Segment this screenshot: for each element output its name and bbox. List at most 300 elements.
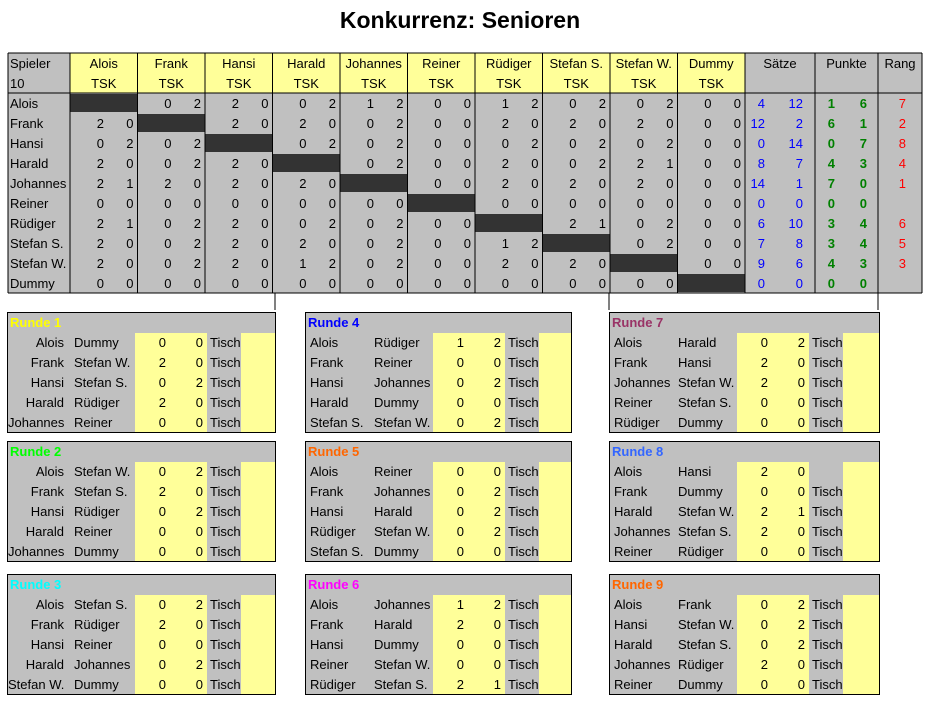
score-lost: 0 [261, 196, 269, 211]
tisch-field [539, 542, 571, 562]
match-row [610, 393, 879, 413]
sets-home: 2 [737, 655, 772, 675]
sets-home: 0 [135, 413, 170, 433]
tisch-label: Tisch [812, 355, 843, 370]
score-lost: 0 [328, 276, 336, 291]
score-won: 2 [231, 96, 239, 111]
round-title: Runde 7 [612, 315, 664, 330]
punkte-won: 6 [827, 116, 835, 131]
player-away: Dummy [374, 544, 419, 559]
tisch-label: Tisch [812, 395, 843, 410]
score-won: 2 [96, 236, 104, 251]
match-row [306, 542, 571, 562]
sets-away: 2 [468, 482, 505, 502]
tisch-label: Tisch [508, 617, 539, 632]
tisch-field [843, 393, 879, 413]
match-row [306, 502, 571, 522]
player-home: Frank [30, 617, 64, 632]
score-lost: 2 [531, 136, 539, 151]
match-row [610, 655, 879, 675]
score-lost: 2 [666, 236, 674, 251]
sets-home: 0 [433, 502, 468, 522]
tisch-field [539, 373, 571, 393]
player-home: Johannes [614, 524, 671, 539]
score-lost: 0 [733, 176, 741, 191]
score-won: 2 [96, 256, 104, 271]
tisch-field [241, 542, 275, 562]
match-row [306, 373, 571, 393]
player-home: Hansi [310, 504, 344, 519]
score-won: 0 [569, 96, 577, 111]
header-player-name: Hansi [222, 56, 256, 71]
header-player-club: TSK [631, 76, 657, 91]
score-lost: 0 [531, 116, 539, 131]
score-won: 2 [299, 236, 307, 251]
sets-away: 2 [170, 502, 207, 522]
sets-away: 1 [468, 675, 505, 695]
player-home: Frank [30, 484, 64, 499]
punkte-lost: 3 [859, 256, 867, 271]
tisch-label: Tisch [508, 524, 539, 539]
round-title: Runde 8 [612, 444, 664, 459]
match-row [610, 615, 879, 635]
header-player-name: Alois [89, 56, 118, 71]
score-lost: 1 [126, 216, 134, 231]
score-lost: 0 [463, 176, 471, 191]
score-lost: 0 [261, 176, 269, 191]
sets-home: 2 [737, 373, 772, 393]
header-player-name: Johannes [345, 56, 402, 71]
score-lost: 0 [193, 176, 201, 191]
match-row [8, 635, 275, 655]
match-row [306, 462, 571, 482]
score-lost: 0 [328, 116, 336, 131]
sets-home: 0 [433, 353, 468, 373]
score-won: 0 [704, 136, 712, 151]
round-block [305, 574, 572, 695]
player-away: Stefan W. [374, 657, 431, 672]
header-player-name: Rüdiger [485, 56, 532, 71]
sets-away: 0 [772, 522, 809, 542]
sets-home: 2 [135, 393, 170, 413]
player-away: Rüdiger [374, 335, 420, 350]
match-row [610, 675, 879, 695]
saetze-lost: 7 [795, 156, 803, 171]
score-won: 0 [704, 216, 712, 231]
saetze-lost: 0 [795, 196, 803, 211]
saetze-won: 12 [750, 116, 765, 131]
punkte-won: 0 [827, 136, 835, 151]
score-lost: 0 [261, 116, 269, 131]
player-away: Reiner [374, 464, 413, 479]
match-row [610, 522, 879, 542]
tisch-field [539, 615, 571, 635]
player-home: Reiner [614, 544, 653, 559]
sets-away: 0 [468, 615, 505, 635]
player-away: Dummy [74, 677, 119, 692]
round-block [609, 441, 880, 562]
player-home: Johannes [614, 657, 671, 672]
score-won: 2 [569, 116, 577, 131]
player-home: Harald [614, 637, 653, 652]
tisch-label: Tisch [812, 504, 843, 519]
score-won: 0 [501, 276, 509, 291]
score-lost: 1 [598, 216, 606, 231]
score-won: 0 [96, 136, 104, 151]
tisch-label: Tisch [812, 484, 843, 499]
player-away: Stefan W. [678, 504, 735, 519]
match-row [306, 393, 571, 413]
tisch-label: Tisch [508, 355, 539, 370]
player-home: Alois [310, 597, 339, 612]
player-away: Stefan S. [74, 597, 128, 612]
sets-home: 0 [737, 615, 772, 635]
score-lost: 2 [396, 236, 404, 251]
tisch-field [539, 353, 571, 373]
player-home: Reiner [614, 677, 653, 692]
row-player-name: Alois [10, 96, 39, 111]
sets-home: 2 [737, 462, 772, 482]
sets-away: 2 [170, 373, 207, 393]
score-lost: 2 [396, 116, 404, 131]
tisch-label: Tisch [210, 464, 241, 479]
header-player-name: Stefan W. [615, 56, 672, 71]
score-lost: 2 [193, 256, 201, 271]
score-won: 1 [501, 236, 509, 251]
score-won: 0 [231, 276, 239, 291]
score-won: 2 [164, 176, 172, 191]
header-punkte: Punkte [826, 56, 867, 71]
score-lost: 2 [666, 96, 674, 111]
sets-home: 0 [135, 655, 170, 675]
sets-away: 0 [170, 675, 207, 695]
sets-away: 0 [772, 413, 809, 433]
match-row [610, 542, 879, 562]
score-won: 0 [299, 196, 307, 211]
player-away: Reiner [74, 524, 113, 539]
rang-value: 3 [898, 256, 906, 271]
sets-home: 0 [433, 462, 468, 482]
sets-away: 2 [468, 373, 505, 393]
header-player-club: TSK [563, 76, 589, 91]
player-home: Alois [35, 464, 64, 479]
score-lost: 0 [733, 196, 741, 211]
score-lost: 0 [531, 156, 539, 171]
tisch-field [241, 635, 275, 655]
sets-away: 0 [170, 482, 207, 502]
tisch-label: Tisch [210, 524, 241, 539]
score-won: 0 [366, 156, 374, 171]
score-lost: 0 [733, 116, 741, 131]
diagonal-cell [340, 174, 408, 192]
sets-away: 2 [468, 333, 505, 353]
row-player-name: Frank [10, 116, 44, 131]
player-home: Frank [310, 484, 344, 499]
player-home: Stefan W. [8, 677, 65, 692]
header-player-name: Dummy [688, 56, 734, 71]
match-row [610, 635, 879, 655]
tisch-field [843, 615, 879, 635]
tisch-label: Tisch [508, 637, 539, 652]
player-away: Hansi [678, 464, 712, 479]
punkte-won: 1 [827, 96, 835, 111]
score-lost: 2 [666, 216, 674, 231]
score-won: 0 [96, 276, 104, 291]
score-won: 0 [636, 236, 644, 251]
tisch-field [843, 353, 879, 373]
score-won: 0 [366, 276, 374, 291]
sets-home: 0 [737, 393, 772, 413]
saetze-won: 9 [757, 256, 765, 271]
player-home: Frank [614, 484, 648, 499]
tisch-label: Tisch [508, 415, 539, 430]
tisch-field [843, 542, 879, 562]
score-lost: 0 [666, 196, 674, 211]
header-player-club: TSK [293, 76, 319, 91]
row-player-name: Johannes [10, 176, 67, 191]
score-lost: 0 [733, 136, 741, 151]
player-away: Hansi [678, 355, 712, 370]
score-lost: 2 [193, 236, 201, 251]
player-home: Hansi [30, 375, 64, 390]
sets-home: 0 [737, 595, 772, 615]
score-won: 0 [569, 276, 577, 291]
tisch-field [843, 522, 879, 542]
score-won: 0 [96, 196, 104, 211]
tisch-label: Tisch [210, 677, 241, 692]
player-home: Harald [25, 395, 64, 410]
round-block [7, 441, 276, 562]
score-lost: 0 [598, 176, 606, 191]
score-won: 2 [501, 256, 509, 271]
player-away: Stefan W. [678, 617, 735, 632]
score-lost: 0 [666, 116, 674, 131]
sets-home: 0 [737, 482, 772, 502]
score-won: 0 [164, 276, 172, 291]
player-home: Reiner [614, 395, 653, 410]
player-home: Hansi [30, 637, 64, 652]
player-home: Frank [310, 355, 344, 370]
tisch-field [843, 333, 879, 353]
player-home: Johannes [614, 375, 671, 390]
match-row [610, 502, 879, 522]
player-away: Stefan S. [74, 375, 128, 390]
match-row [8, 482, 275, 502]
score-lost: 0 [261, 156, 269, 171]
saetze-won: 0 [757, 136, 765, 151]
score-lost: 2 [193, 156, 201, 171]
score-won: 0 [299, 216, 307, 231]
score-lost: 0 [261, 216, 269, 231]
match-row [306, 522, 571, 542]
punkte-lost: 7 [859, 136, 867, 151]
tisch-label: Tisch [812, 637, 843, 652]
sets-home: 0 [433, 542, 468, 562]
sets-home: 2 [135, 482, 170, 502]
tisch-field [241, 522, 275, 542]
row-player-name: Reiner [10, 196, 49, 211]
results-matrix [0, 0, 941, 310]
score-lost: 0 [531, 176, 539, 191]
tisch-label: Tisch [812, 375, 843, 390]
row-player-name: Stefan W. [10, 256, 67, 271]
round-block [609, 574, 880, 695]
round-title: Runde 5 [308, 444, 360, 459]
sets-away: 2 [772, 615, 809, 635]
punkte-lost: 1 [859, 116, 867, 131]
score-lost: 2 [328, 256, 336, 271]
player-away: Dummy [678, 484, 723, 499]
diagonal-cell [70, 94, 138, 112]
sets-away: 0 [468, 353, 505, 373]
tisch-label: Tisch [210, 415, 241, 430]
tisch-label: Tisch [508, 395, 539, 410]
score-lost: 0 [463, 276, 471, 291]
score-won: 0 [366, 196, 374, 211]
score-lost: 1 [666, 156, 674, 171]
sets-away: 2 [468, 595, 505, 615]
diagonal-cell [205, 134, 273, 152]
score-lost: 0 [733, 96, 741, 111]
round-title: Runde 2 [10, 444, 62, 459]
score-lost: 0 [463, 256, 471, 271]
tisch-field [241, 655, 275, 675]
score-won: 0 [299, 276, 307, 291]
tisch-field [539, 635, 571, 655]
player-away: Dummy [374, 395, 419, 410]
score-won: 0 [164, 136, 172, 151]
sets-home: 2 [135, 353, 170, 373]
score-lost: 0 [126, 116, 134, 131]
score-lost: 2 [193, 136, 201, 151]
rang-cell-dummy [878, 273, 922, 293]
player-away: Johannes [374, 375, 431, 390]
tisch-field [539, 482, 571, 502]
score-won: 0 [366, 116, 374, 131]
player-away: Reiner [374, 355, 413, 370]
player-away: Johannes [74, 657, 131, 672]
score-won: 0 [636, 276, 644, 291]
sets-away: 0 [772, 675, 809, 695]
score-won: 0 [231, 196, 239, 211]
tisch-field [241, 393, 275, 413]
sets-home: 0 [433, 482, 468, 502]
score-won: 0 [434, 96, 442, 111]
tisch-label: Tisch [508, 484, 539, 499]
tisch-field [241, 675, 275, 695]
score-won: 0 [704, 156, 712, 171]
player-away: Rüdiger [678, 657, 724, 672]
score-won: 0 [569, 196, 577, 211]
score-lost: 0 [261, 236, 269, 251]
sets-away: 2 [170, 595, 207, 615]
saetze-lost: 6 [795, 256, 803, 271]
match-row [8, 413, 275, 433]
player-home: Rüdiger [310, 524, 356, 539]
score-lost: 0 [598, 196, 606, 211]
saetze-won: 6 [757, 216, 765, 231]
sets-away: 2 [772, 635, 809, 655]
score-won: 0 [704, 96, 712, 111]
score-lost: 2 [598, 96, 606, 111]
sets-away: 0 [772, 373, 809, 393]
tisch-field [241, 373, 275, 393]
player-home: Alois [614, 464, 643, 479]
tisch-label: Tisch [210, 544, 241, 559]
player-home: Hansi [614, 617, 648, 632]
sets-home: 0 [737, 413, 772, 433]
saetze-lost: 14 [788, 136, 803, 151]
score-lost: 0 [598, 276, 606, 291]
player-home: Hansi [30, 504, 64, 519]
score-won: 0 [299, 136, 307, 151]
player-home: Johannes [8, 544, 65, 559]
tisch-field [539, 595, 571, 615]
sets-away: 0 [170, 333, 207, 353]
sets-away: 0 [772, 482, 809, 502]
tisch-label: Tisch [812, 597, 843, 612]
score-won: 0 [164, 156, 172, 171]
sets-away: 2 [170, 655, 207, 675]
rang-value: 2 [898, 116, 906, 131]
sets-home: 0 [433, 393, 468, 413]
player-home: Alois [35, 335, 64, 350]
score-won: 2 [231, 156, 239, 171]
saetze-won: 0 [757, 196, 765, 211]
score-won: 2 [501, 116, 509, 131]
sets-home: 2 [737, 522, 772, 542]
score-won: 2 [636, 116, 644, 131]
player-home: Rüdiger [614, 415, 660, 430]
tisch-label: Tisch [210, 657, 241, 672]
score-won: 2 [231, 216, 239, 231]
sets-home: 2 [737, 353, 772, 373]
tisch-label: Tisch [508, 375, 539, 390]
punkte-lost: 4 [859, 236, 867, 251]
score-lost: 0 [261, 96, 269, 111]
tisch-label: Tisch [508, 597, 539, 612]
round-title: Runde 3 [10, 577, 62, 592]
score-won: 0 [434, 236, 442, 251]
score-won: 0 [366, 136, 374, 151]
player-away: Frank [678, 597, 712, 612]
tisch-field [241, 333, 275, 353]
player-away: Stefan W. [74, 355, 131, 370]
score-lost: 0 [126, 236, 134, 251]
tisch-field [241, 502, 275, 522]
punkte-lost: 0 [859, 196, 867, 211]
match-row [8, 333, 275, 353]
score-lost: 0 [598, 256, 606, 271]
tisch-label: Tisch [508, 677, 539, 692]
tisch-label [810, 462, 844, 482]
header-saetze: Sätze [763, 56, 797, 71]
player-home: Alois [310, 335, 339, 350]
round-title: Runde 1 [10, 315, 62, 330]
score-won: 0 [704, 116, 712, 131]
tisch-label: Tisch [508, 657, 539, 672]
score-lost: 2 [193, 216, 201, 231]
sets-home: 2 [433, 675, 468, 695]
score-lost: 0 [328, 236, 336, 251]
tisch-field [843, 373, 879, 393]
round-title: Runde 6 [308, 577, 360, 592]
tisch-label: Tisch [508, 544, 539, 559]
tisch-field [539, 393, 571, 413]
tisch-label: Tisch [210, 355, 241, 370]
player-away: Stefan W. [678, 375, 735, 390]
score-won: 0 [164, 236, 172, 251]
